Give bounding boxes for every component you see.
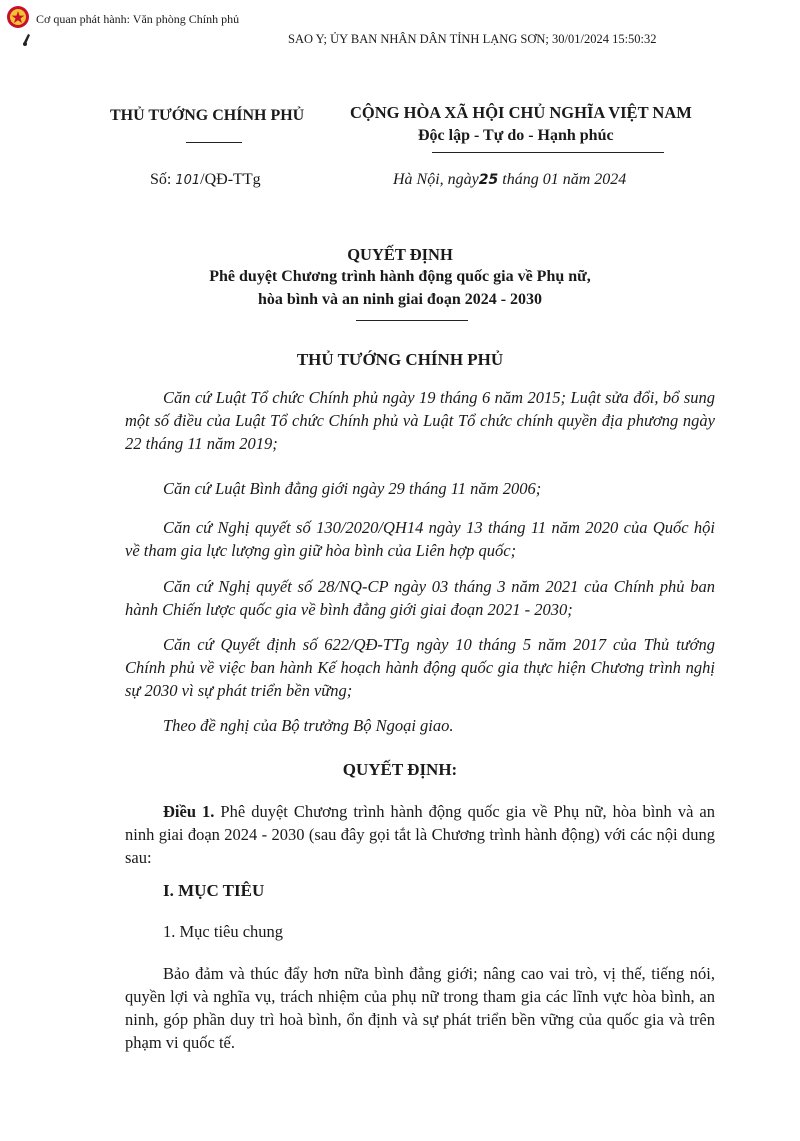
org-underline — [186, 142, 242, 143]
date-suffix: tháng 01 năm 2024 — [498, 171, 627, 188]
motto-underline — [432, 152, 664, 153]
issuer-line: Cơ quan phát hành: Văn phòng Chính phủ — [36, 12, 240, 26]
article-1-label: Điều 1. — [163, 802, 215, 821]
legal-basis-4: Căn cứ Nghị quyết số 28/NQ-CP ngày 03 tháng 3 năm 2021 của Chính phủ ban hành Chiến lược quốc gia về bình đẳng giới giai đoạn 2021 - 2030; — [125, 577, 715, 619]
number-prefix: Số: — [150, 171, 172, 188]
proposal-basis: Theo đề nghị của Bộ trưởng Bộ Ngoại giao. — [163, 716, 454, 735]
national-motto: Độc lập - Tự do - Hạnh phúc — [418, 127, 614, 144]
number-suffix: /QĐ-TTg — [200, 171, 261, 188]
country-name: CỘNG HÒA XÃ HỘI CHỦ NGHĨA VIỆT NAM — [350, 103, 692, 122]
place-and-date — [393, 171, 626, 189]
section-heading-goals: I. MỤC TIÊU — [163, 881, 265, 900]
title-underline — [356, 320, 468, 321]
decision-heading: QUYẾT ĐỊNH: — [342, 760, 458, 779]
authority-heading: THỦ TƯỚNG CHÍNH PHỦ — [296, 350, 504, 369]
general-goal-paragraph: Bảo đảm và thúc đẩy hơn nữa bình đẳng giới; nâng cao vai trò, vị thế, tiếng nói, quyền lợi và nghĩa vụ, trách nhiệm của phụ nữ trong tham gia các lĩnh vực hòa bình, an ninh, góp phần duy trì hoà bình, ổn định và sự phát triển bền vững của quốc gia và trên phạm vi quốc tế. — [125, 964, 715, 1052]
article-1-text: Phê duyệt Chương trình hành động quốc gia về Phụ nữ, hòa bình và an ninh giai đoạn 2024 - 2030 (sau đây gọi tắt là Chương trình hành động) với các nội dung sau: — [125, 802, 716, 867]
legal-basis-2: Căn cứ Luật Bình đẳng giới ngày 29 tháng 11 năm 2006; — [163, 479, 542, 498]
date-day-handwritten: 25 — [478, 172, 499, 188]
document-subtitle-line2: hòa bình và an ninh giai đoạn 2024 - 2030 — [257, 291, 543, 308]
date-prefix: Hà Nội, ngày — [393, 171, 479, 188]
copy-certification: SAO Y; ỦY BAN NHÂN DÂN TỈNH LẠNG SƠN; 30/01/2024 15:50:32 — [288, 32, 657, 46]
article-1 — [125, 800, 715, 869]
legal-basis-1: Căn cứ Luật Tổ chức Chính phủ ngày 19 tháng 6 năm 2015; Luật sửa đổi, bổ sung một số điều của Luật Tổ chức Chính phủ và Luật Tổ chức chính quyền địa phương ngày 22 tháng 11 năm 2019; — [125, 388, 715, 453]
number-handwritten: 101 — [175, 173, 201, 188]
document-title: QUYẾT ĐỊNH — [347, 245, 453, 264]
national-emblem-icon — [4, 4, 34, 48]
legal-basis-3: Căn cứ Nghị quyết số 130/2020/QH14 ngày 13 tháng 11 năm 2020 của Quốc hội về tham gia lực lượng gìn giữ hòa bình của Liên hợp quốc; — [125, 518, 715, 560]
legal-basis-5: Căn cứ Quyết định số 622/QĐ-TTg ngày 10 tháng 5 năm 2017 của Thủ tướng Chính phủ về việc ban hành Kế hoạch hành động quốc gia thực hiện Chương trình nghị sự 2030 vì sự phát triển bền vững; — [125, 635, 715, 700]
document-subtitle-line1: Phê duyệt Chương trình hành động quốc gia về Phụ nữ, — [209, 268, 591, 285]
subsection-general-goal: 1. Mục tiêu chung — [163, 922, 284, 941]
document-number — [150, 171, 261, 189]
issuing-authority: THỦ TƯỚNG CHÍNH PHỦ — [110, 107, 305, 124]
